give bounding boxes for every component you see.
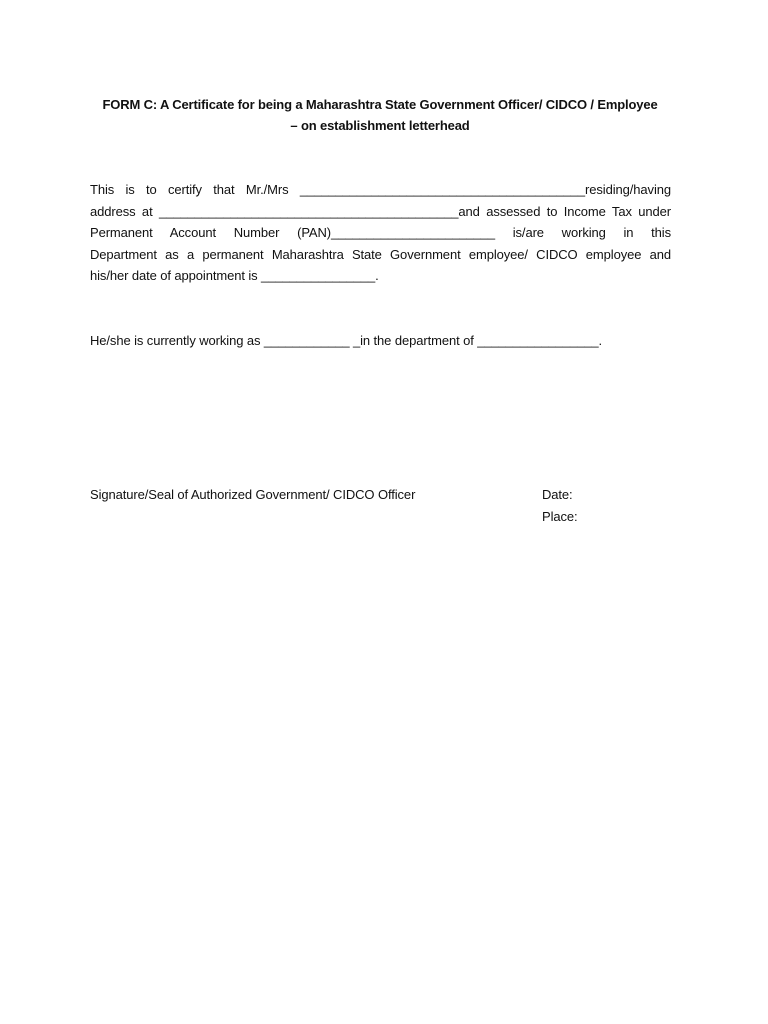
place-label: Place: (542, 508, 578, 524)
paragraph-line-4: Department as a permanent Maharashtra State Government employee/ CIDCO employee and (90, 246, 671, 262)
certificate-paragraph (90, 179, 671, 287)
date-place-block (542, 484, 578, 527)
paragraph-line-5: his/her date of appointment is ________________. (90, 268, 379, 283)
paragraph-line-1: This is to certify that Mr./Mrs ________________________________________residing/having (90, 182, 671, 197)
form-title (80, 94, 680, 136)
signature-label: Signature/Seal of Authorized Government/ CIDCO Officer (90, 487, 416, 502)
paragraph-line-2: address at __________________________________________and assessed to Income Tax under (90, 203, 671, 219)
paragraph-line-3: Permanent Account Number (PAN)_______________________ is/are working in this (90, 225, 671, 240)
form-title-line-1: FORM C: A Certificate for being a Maharashtra State Government Officer/ CIDCO / Employee (102, 97, 658, 112)
date-label: Date: (542, 487, 573, 502)
working-statement: He/she is currently working as ____________ _in the department of _________________. (90, 333, 602, 348)
form-title-line-2: – on establishment letterhead (290, 118, 470, 133)
